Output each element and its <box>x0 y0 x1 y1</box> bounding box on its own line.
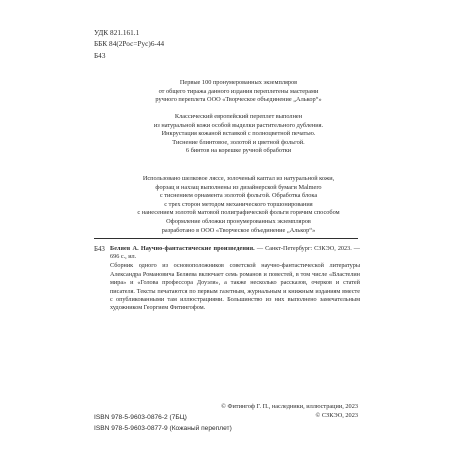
details-line: с трех сторон методом механического торшонирования <box>164 200 313 208</box>
details-line: Использовано шелковое ляссе, золоченый каптал из натуральной кожи, <box>142 175 335 182</box>
limited-line: Первые 100 пронумерованных экземпляров <box>179 79 298 86</box>
details-line: с нанесением золотой матовой полиграфической фольги горячим способом <box>137 209 340 217</box>
isbn-line: ISBN 978-5-9603-0877-9 (Кожаный переплет) <box>94 424 232 432</box>
copyright-line: © СЗКЭО, 2023 <box>315 411 358 419</box>
section-divider <box>94 238 358 239</box>
binding-line: из натуральной кожи особой выделки растительного дубления. <box>153 121 324 129</box>
catalog-mark: Б43 <box>94 246 105 253</box>
binding-line: 6 бинтов на корешке ручной обработки <box>185 147 292 155</box>
isbn-block <box>94 413 232 434</box>
bbk-code: ББК 84(2Рос=Рус)6-44 <box>94 40 165 49</box>
limited-line: ручного переплета ООО «Творческое объединение „Алькор“» <box>155 96 322 104</box>
binding-line: Инкрустация кожаной вставкой с полноцветной печатью. <box>161 130 316 138</box>
classification-block <box>94 28 164 62</box>
limited-line: от общего тиража данного издания переплетены мастерами <box>158 87 319 95</box>
details-line: форзац и нахзац выполнены из дизайнерской бумаги Malmero <box>155 183 322 191</box>
binding-line: Классический европейский переплет выполнен <box>174 113 303 120</box>
catalog-card <box>110 245 360 313</box>
binding-note <box>112 113 365 156</box>
binding-line: Тиснение блинтовое, золотой и цветной фольгой. <box>172 138 305 146</box>
details-line: с тиснением орнамента золотой фольгой. Обработка блока <box>159 192 318 200</box>
author-mark: Б43 <box>94 51 106 60</box>
details-note <box>112 175 365 235</box>
copyright-line: © Фитингоф Г. П., наследники, иллюстрации, 2023 <box>221 403 358 410</box>
catalog-heading-rest: — Санкт-Петербург: СЗКЭО, 2023. — 696 с., ил. <box>110 245 360 261</box>
isbn-line: ISBN 978-5-9603-0876-2 (7БЦ) <box>94 414 187 421</box>
udk-code: УДК 821.161.1 <box>94 29 140 37</box>
details-line: разработано в ООО «Творческое объединение „Алькор“» <box>161 226 316 234</box>
catalog-annotation: Сборник одного из основоположников советской научно-фантастической литературы Александра Романовича Беляева включает семь романов и повестей, в том числе «Властелин мира» и «Голова профессора Доуэля», а также несколько рассказов, очерков и статей писателя. Тексты печатаются по первым газетным, журнальным и книжным изданиям вместе с опубликованными там иллюстрациями. Большинство из них выполнено замечательным художником Георгием Фитингофом. <box>110 262 360 312</box>
details-line: Оформление обложки пронумерованных экземпляров <box>166 217 311 225</box>
catalog-heading-bold: Беляев А. Научно-фантастические произведения. <box>110 245 255 252</box>
catalog-heading <box>110 245 360 262</box>
limited-edition-note <box>112 79 365 105</box>
